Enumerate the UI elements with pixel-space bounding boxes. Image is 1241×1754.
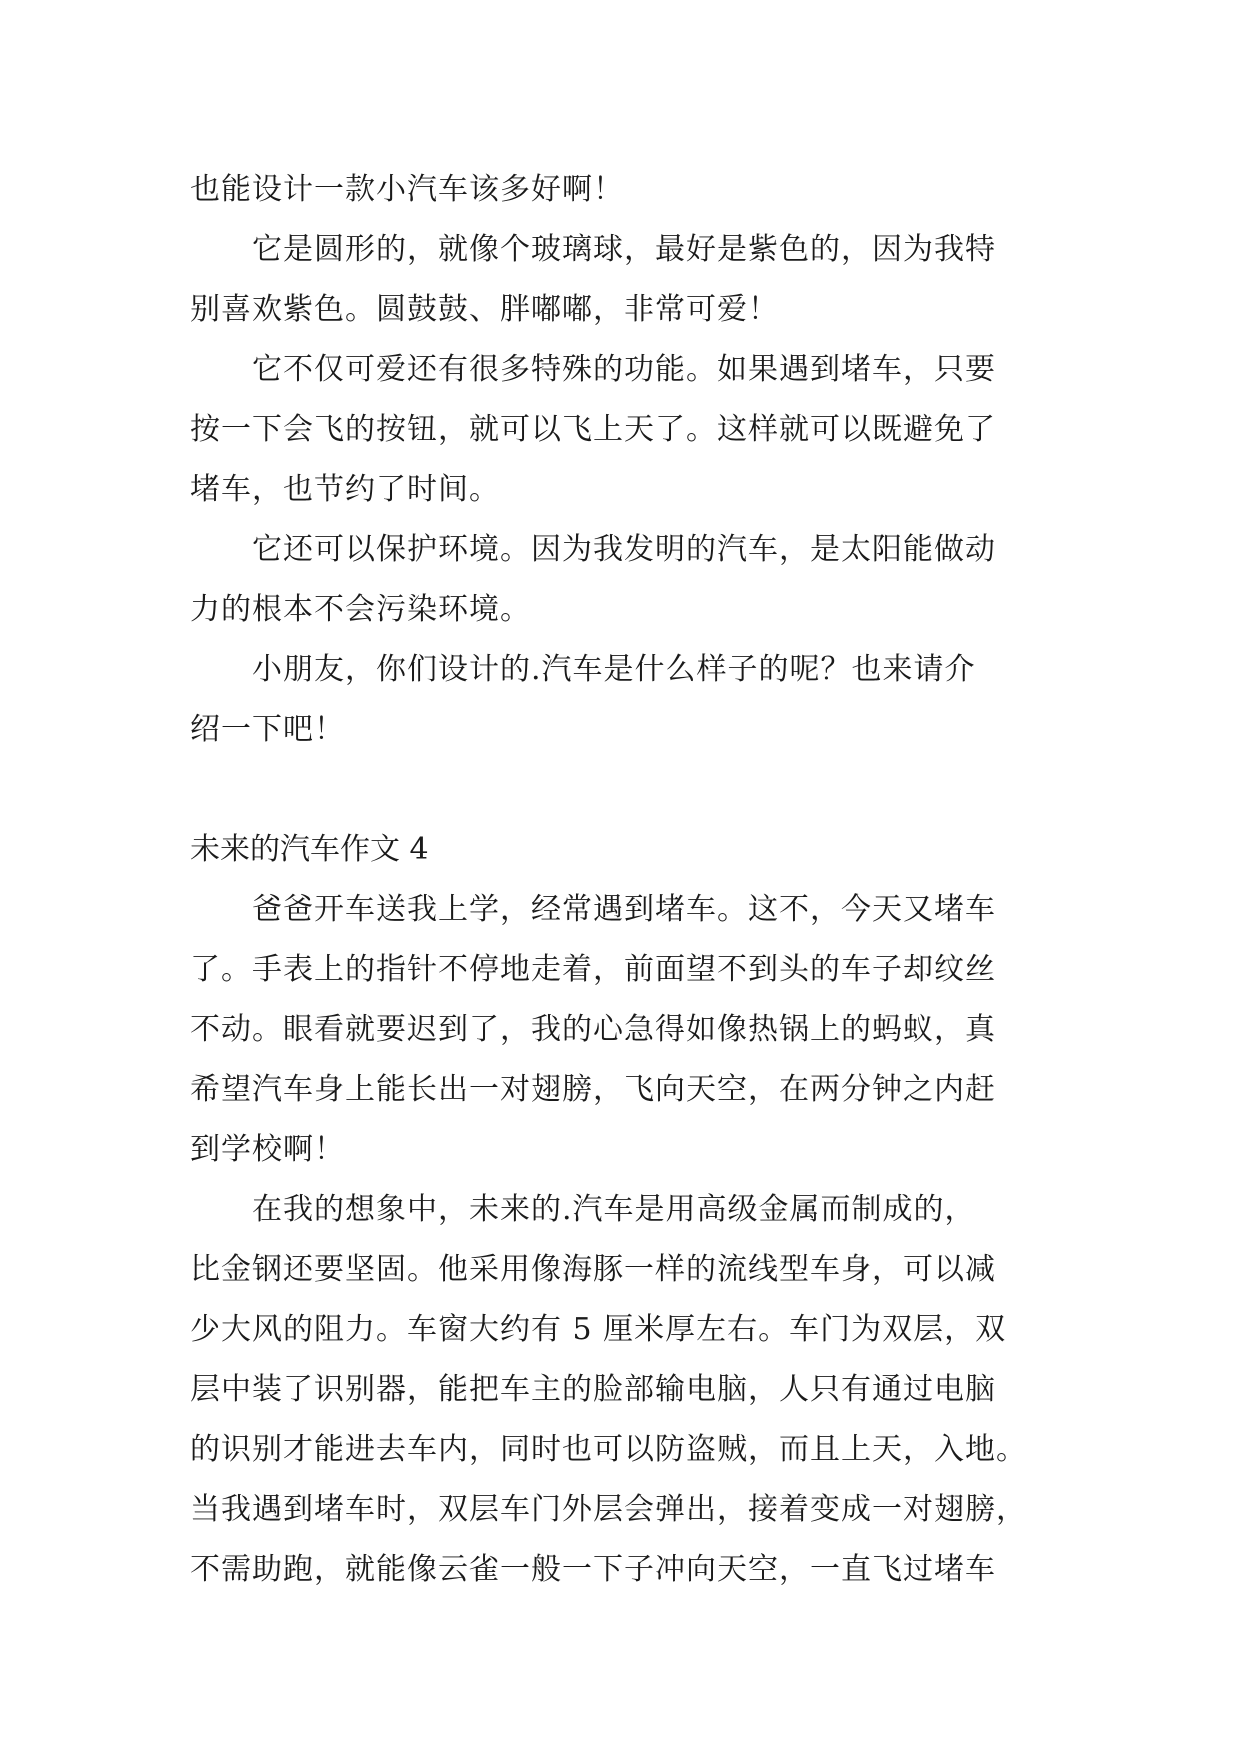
- text-line: 绍一下吧！: [190, 712, 345, 747]
- paragraph-start: 它是圆形的，就像个玻璃球，最好是紫色的，因为我特: [252, 232, 996, 267]
- text-line: 希望汽车身上能长出一对翅膀，飞向天空，在两分钟之内赶: [190, 1072, 996, 1107]
- paragraph-start: 它不仅可爱还有很多特殊的功能。如果遇到堵车，只要: [252, 352, 996, 387]
- text-line: 别喜欢紫色。圆鼓鼓、胖嘟嘟，非常可爱！: [190, 292, 779, 327]
- text-line: 堵车，也节约了时间。: [190, 472, 500, 507]
- text-line: 按一下会飞的按钮，就可以飞上天了。这样就可以既避免了: [190, 412, 996, 447]
- text-line: 到学校啊！: [190, 1132, 345, 1167]
- text-line: 不动。眼看就要迟到了，我的心急得如像热锅上的蚂蚁，真: [190, 1012, 996, 1047]
- text-line: 不需助跑，就能像云雀一般一下子冲向天空，一直飞过堵车: [190, 1552, 996, 1587]
- text-line: 也能设计一款小汽车该多好啊！: [190, 172, 624, 207]
- text-line: 力的根本不会污染环境。: [190, 592, 531, 627]
- text-line: 比金钢还要坚固。他采用像海豚一样的流线型车身，可以减: [190, 1252, 996, 1287]
- text-line: 层中装了识别器，能把车主的脸部输电脑，人只有通过电脑: [190, 1372, 996, 1407]
- paragraph-start: 它还可以保护环境。因为我发明的汽车，是太阳能做动: [252, 532, 996, 567]
- paragraph-start: 爸爸开车送我上学，经常遇到堵车。这不，今天又堵车: [252, 892, 996, 927]
- section-title: 未来的汽车作文 4: [190, 832, 429, 867]
- text-line: 当我遇到堵车时，双层车门外层会弹出，接着变成一对翅膀，: [190, 1492, 1027, 1527]
- paragraph-start: 在我的想象中，未来的.汽车是用高级金属而制成的，: [252, 1192, 976, 1227]
- text-line: 了。手表上的指针不停地走着，前面望不到头的车子却纹丝: [190, 952, 996, 987]
- section-spacer: [190, 760, 1062, 820]
- paragraph-start: 小朋友，你们设计的.汽车是什么样子的呢？也来请介: [252, 652, 976, 687]
- text-line: 的识别才能进去车内，同时也可以防盗贼，而且上天，入地。: [190, 1432, 1027, 1467]
- document-body: [190, 160, 1062, 1600]
- text-line: 少大风的阻力。车窗大约有 5 厘米厚左右。车门为双层，双: [190, 1312, 1007, 1347]
